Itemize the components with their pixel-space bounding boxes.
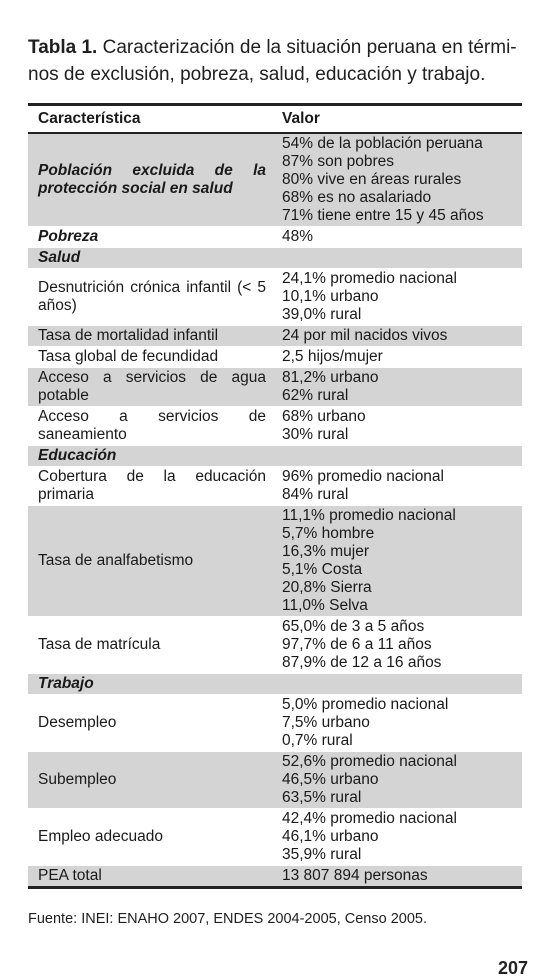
value-line: 65,0% de 3 a 5 años (282, 618, 425, 635)
value-line: 80% vive en áreas rurales (282, 171, 462, 188)
value-line: 63,5% rural (282, 789, 362, 806)
table-row (28, 227, 522, 248)
value-line: 81,2% urbano (282, 369, 379, 386)
caption-label: Tabla 1. (28, 37, 98, 58)
table-row (28, 467, 522, 506)
row-label: Desempleo (28, 695, 272, 752)
value-line: 5,0% promedio nacional (282, 696, 449, 713)
row-label: Acceso a servicios de agua potable (28, 368, 272, 407)
table-row (28, 347, 522, 368)
value-line: 87% son pobres (282, 153, 395, 170)
row-values (272, 695, 522, 752)
table-row (28, 326, 522, 347)
value-line: 96% promedio nacional (282, 468, 444, 485)
value-line: 11,1% promedio nacional (282, 507, 456, 524)
value-line: 54% de la población peruana (282, 135, 483, 152)
table-row (28, 133, 522, 227)
row-values (272, 407, 522, 446)
value-line: 2,5 hijos/mujer (282, 348, 383, 365)
header-valor: Valor (272, 105, 522, 134)
row-label: Subempleo (28, 752, 272, 809)
value-line: 0,7% rural (282, 732, 353, 749)
page-number: 207 (497, 958, 528, 978)
value-line: 16,3% mujer (282, 543, 370, 560)
value-line: 7,5% urbano (282, 714, 370, 731)
value-line: 24 por mil nacidos vivos (282, 327, 448, 344)
value-line: 20,8% Sierra (282, 579, 372, 596)
table-body (28, 133, 522, 888)
value-line: 87,9% de 12 a 16 años (282, 654, 442, 671)
table-row (28, 407, 522, 446)
row-values (272, 368, 522, 407)
value-line: 46,1% urbano (282, 828, 379, 845)
row-label: Desnutrición crónica infantil (< 5 años) (28, 269, 272, 326)
table-row (28, 695, 522, 752)
row-label: Tasa de matrícula (28, 617, 272, 674)
row-values (272, 347, 522, 368)
value-line: 62% rural (282, 387, 349, 404)
value-line: 5,7% hombre (282, 525, 375, 542)
row-values (272, 752, 522, 809)
table-row (28, 866, 522, 888)
value-line: 52,6% promedio nacional (282, 753, 457, 770)
row-values (272, 326, 522, 347)
table-row (28, 752, 522, 809)
row-label: Tasa de mortalidad infantil (28, 326, 272, 347)
row-label: PEA total (28, 866, 272, 888)
row-values (272, 866, 522, 888)
row-values (272, 809, 522, 866)
value-line: 13 807 894 personas (282, 867, 428, 884)
value-line: 46,5% urbano (282, 771, 379, 788)
caption-text-line1: Caracterización de la situación peruana en térmi- (102, 37, 517, 58)
value-line: 68% es no asalariado (282, 189, 432, 206)
value-line: 24,1% promedio nacional (282, 270, 457, 287)
section-heading: Trabajo (28, 674, 522, 695)
value-line: 71% tiene entre 15 y 45 años (282, 207, 484, 224)
value-line: 30% rural (282, 426, 349, 443)
value-line: 35,9% rural (282, 846, 362, 863)
header-caracteristica: Característica (28, 105, 272, 134)
row-values (272, 617, 522, 674)
row-label: Cobertura de la educación primaria (28, 467, 272, 506)
row-values (272, 467, 522, 506)
value-line: 5,1% Costa (282, 561, 363, 578)
table-header-row (28, 105, 522, 134)
table-caption (28, 34, 522, 88)
row-values (272, 227, 522, 248)
table-row (28, 269, 522, 326)
value-line: 39,0% rural (282, 306, 362, 323)
value-line: 48% (282, 228, 314, 245)
value-line: 10,1% urbano (282, 288, 379, 305)
section-row (28, 674, 522, 695)
section-heading: Salud (28, 248, 522, 269)
source-note: Fuente: INEI: ENAHO 2007, ENDES 2004-2005, Censo 2005. (28, 911, 427, 927)
characterization-table (28, 103, 522, 889)
row-values (272, 506, 522, 617)
value-line: 11,0% Selva (282, 597, 368, 614)
caption-text-line2: nos de exclusión, pobreza, salud, educación y trabajo. (28, 64, 486, 85)
value-line: 42,4% promedio nacional (282, 810, 457, 827)
value-line: 84% rural (282, 486, 349, 503)
table-row (28, 617, 522, 674)
row-label: Acceso a servicios de saneamiento (28, 407, 272, 446)
table-row (28, 506, 522, 617)
row-label: Tasa de analfabetismo (28, 506, 272, 617)
value-line: 97,7% de 6 a 11 años (282, 636, 432, 653)
table-row (28, 809, 522, 866)
table-row (28, 368, 522, 407)
section-row (28, 248, 522, 269)
row-values (272, 133, 522, 227)
row-label: Empleo adecuado (28, 809, 272, 866)
row-label: Población excluida de la protección social en salud (28, 133, 272, 227)
row-label: Pobreza (28, 227, 272, 248)
row-values (272, 269, 522, 326)
section-heading: Educación (28, 446, 522, 467)
row-label: Tasa global de fecundidad (28, 347, 272, 368)
value-line: 68% urbano (282, 408, 366, 425)
section-row (28, 446, 522, 467)
